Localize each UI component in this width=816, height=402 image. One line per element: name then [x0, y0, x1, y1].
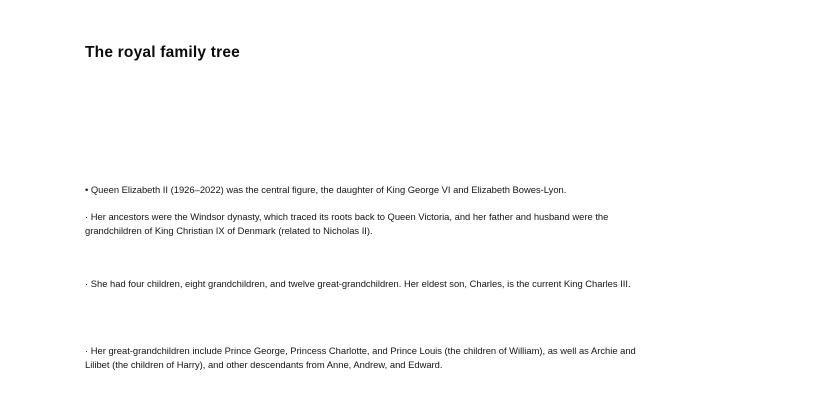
paragraph-central-figure: • Queen Elizabeth II (1926–2022) was the central figure, the daughter of King George VI and Elizabeth Bowes-Lyon.: [85, 184, 567, 195]
paragraph-ancestors: · Her ancestors were the Windsor dynasty, which traced its roots back to Queen Victoria, and her father and husband were the grandchildren of King Christian IX of Denmark (related to Nicholas II).: [85, 211, 609, 236]
paragraph-great-grandchildren: · Her great-grandchildren include Prince George, Princess Charlotte, and Prince Louis (the children of William), as well as Archie and Lilibet (the children of Harry), and other descendants from Anne, Andrew, and Edward.: [85, 345, 636, 370]
page-title: The royal family tree: [85, 44, 240, 61]
paragraph-descendants: · She had four children, eight grandchildren, and twelve great-grandchildren. Her eldest son, Charles, is the current King Charles III.: [85, 278, 631, 289]
